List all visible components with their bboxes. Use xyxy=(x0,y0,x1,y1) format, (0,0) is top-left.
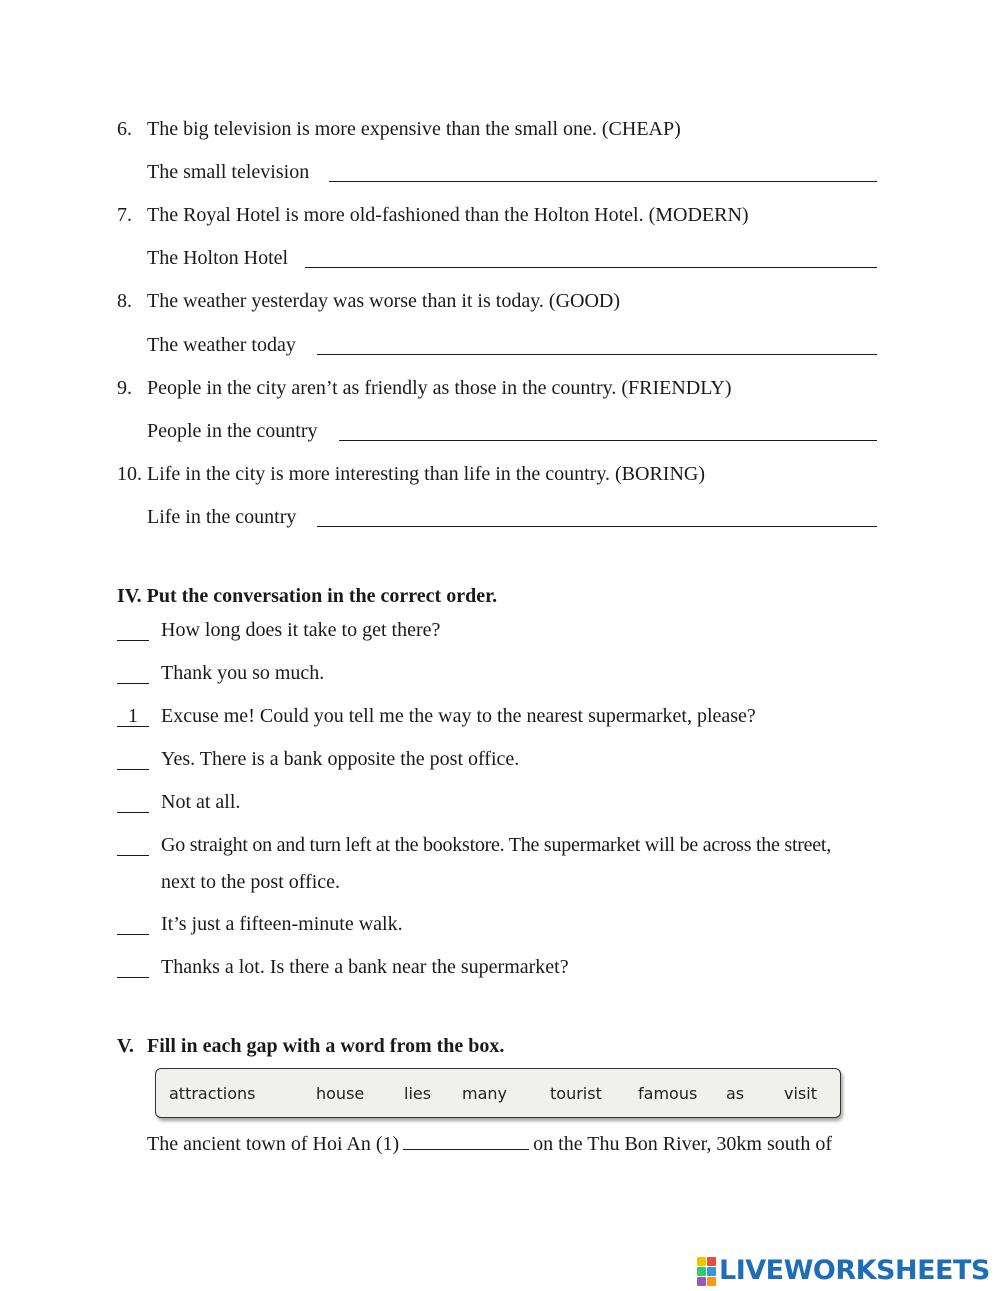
item-prompt: Life in the city is more interesting than life in the country. (BORING) xyxy=(147,463,706,485)
section-v-heading: Fill in each gap with a word from the box. xyxy=(147,1035,505,1057)
line-text: Not at all. xyxy=(161,791,241,813)
line-text: How long does it take to get there? xyxy=(161,619,441,641)
word-tourist: tourist xyxy=(550,1084,602,1103)
word-many: many xyxy=(462,1084,507,1103)
line-text: It’s just a fifteen-minute walk. xyxy=(161,913,403,935)
item-number: 6. xyxy=(117,118,132,140)
item-number: 10. xyxy=(117,463,142,485)
answer-blank[interactable] xyxy=(317,526,877,527)
item-starter: The Holton Hotel xyxy=(147,247,289,269)
passage-line-1 xyxy=(147,1131,832,1156)
order-blank[interactable] xyxy=(117,812,149,813)
word-as: as xyxy=(726,1084,745,1103)
order-blank[interactable] xyxy=(117,683,149,684)
word-box xyxy=(155,1068,841,1118)
item-starter: Life in the country xyxy=(147,506,297,528)
order-blank[interactable] xyxy=(117,934,149,935)
line-text-continuation: next to the post office. xyxy=(161,871,341,893)
line-text: Yes. There is a bank opposite the post office. xyxy=(161,748,520,770)
item-number: 9. xyxy=(117,377,132,399)
passage-after: on the Thu Bon River, 30km south of xyxy=(533,1133,832,1155)
answer-blank[interactable] xyxy=(339,440,877,441)
liveworksheets-logo xyxy=(697,1256,990,1286)
answer-blank[interactable] xyxy=(329,181,877,182)
logo-text: LIVEWORKSHEETS xyxy=(719,1255,990,1286)
line-text: Thanks a lot. Is there a bank near the supermarket? xyxy=(161,956,569,978)
line-text: Thank you so much. xyxy=(161,662,325,684)
section-iv-heading: IV. Put the conversation in the correct order. xyxy=(117,585,498,607)
order-blank[interactable] xyxy=(117,977,149,978)
word-visit: visit xyxy=(784,1084,817,1103)
answer-blank[interactable] xyxy=(305,267,877,268)
item-number: 8. xyxy=(117,290,132,312)
item-number: 7. xyxy=(117,204,132,226)
word-house: house xyxy=(316,1084,365,1103)
item-prompt: The weather yesterday was worse than it is today. (GOOD) xyxy=(147,290,620,312)
item-starter: People in the country xyxy=(147,420,318,442)
gap-1-input[interactable] xyxy=(403,1131,529,1150)
word-attractions: attractions xyxy=(169,1084,256,1103)
order-blank[interactable] xyxy=(117,769,149,770)
order-blank[interactable] xyxy=(117,640,149,641)
line-text: Excuse me! Could you tell me the way to the nearest supermarket, please? xyxy=(161,705,756,727)
logo-blocks-icon xyxy=(697,1257,716,1286)
word-famous: famous xyxy=(638,1084,698,1103)
passage-before: The ancient town of Hoi An (1) xyxy=(147,1133,400,1155)
order-answer: 1 xyxy=(128,705,138,727)
item-prompt: People in the city aren’t as friendly as those in the country. (FRIENDLY) xyxy=(147,377,732,399)
answer-blank[interactable] xyxy=(317,354,877,355)
section-v-number: V. xyxy=(117,1035,134,1057)
item-starter: The small television xyxy=(147,161,310,183)
item-starter: The weather today xyxy=(147,334,296,356)
order-blank[interactable] xyxy=(117,855,149,856)
item-prompt: The Royal Hotel is more old-fashioned than the Holton Hotel. (MODERN) xyxy=(147,204,749,226)
word-lies: lies xyxy=(404,1084,432,1103)
item-prompt: The big television is more expensive than the small one. (CHEAP) xyxy=(147,118,681,140)
line-text: Go straight on and turn left at the bookstore. The supermarket will be across the street, xyxy=(161,834,831,856)
